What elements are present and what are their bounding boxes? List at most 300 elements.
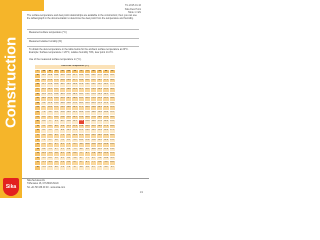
table-cell: 26.2: [90, 74, 96, 79]
table-cell: 5.6: [72, 156, 78, 161]
table-cell: 2.4: [41, 138, 47, 143]
table-cell: 13.5: [84, 129, 90, 134]
table-cell: 15.7: [53, 87, 59, 92]
sidebar-title: Construction: [2, 37, 20, 129]
table-cell: 4.7: [53, 143, 59, 148]
table-cell: 7.4: [53, 129, 59, 134]
table-cell: 18.2: [109, 124, 115, 129]
table-cell: 15.5: [90, 124, 96, 129]
table-cell: 16.8: [47, 74, 53, 79]
table-cell: 3.2: [59, 156, 65, 161]
table-cell: 1.4: [59, 166, 65, 171]
table-cell: 23.3: [97, 92, 103, 97]
table-cell: 7.6: [97, 166, 103, 171]
table-cell: 6.0: [41, 120, 47, 125]
table-cell: 5.4: [66, 152, 72, 157]
column-header: 90: [103, 69, 109, 74]
row-header: 29: [35, 78, 41, 83]
row-header: 23: [35, 106, 41, 111]
table-cell: 13.1: [41, 83, 47, 88]
row-header: 15: [35, 143, 41, 148]
table-cell: 6.8: [47, 124, 53, 129]
logo-text: Sika: [5, 184, 17, 190]
table-cell: 17.3: [103, 124, 109, 129]
row-header: 27: [35, 87, 41, 92]
intro-paragraph: The surface-temperature and dew point relationships are available in the construction; then you can use the tables/graph in the documentation to determine the dew point from the temperature and humidity.: [27, 14, 137, 21]
table-cell: 7.7: [78, 152, 84, 157]
table-cell: 10.5: [47, 106, 53, 111]
table-cell: 20.4: [66, 78, 72, 83]
table-cell: 10.5: [78, 138, 84, 143]
table-cell: 15.4: [84, 120, 90, 125]
table-cell: 6.1: [59, 143, 65, 148]
table-cell: 19.4: [90, 106, 96, 111]
table-cell: 9.4: [103, 161, 109, 166]
table-cell: 11.4: [41, 92, 47, 97]
table-cell: 10.4: [103, 156, 109, 161]
table-cell: 1.0: [53, 161, 59, 166]
table-cell: 24.1: [109, 97, 115, 102]
table-cell: 6.6: [72, 152, 78, 157]
table-cell: 18.3: [103, 120, 109, 125]
section-label: Measured relative humidity (%): [29, 40, 62, 43]
table-cell: 16.4: [90, 120, 96, 125]
table-cell: 4.5: [66, 156, 72, 161]
table-cell: 5.1: [41, 124, 47, 129]
table-cell: 9.6: [78, 143, 84, 148]
row-header: 21: [35, 115, 41, 120]
table-cell: 10.2: [109, 161, 115, 166]
table-cell: 4.8: [78, 166, 84, 171]
table-cell: 10.4: [72, 133, 78, 138]
table-cell: 1.3: [47, 152, 53, 157]
table-cell: 9.2: [109, 166, 115, 171]
table-cell: 23.2: [103, 97, 109, 102]
table-cell: 14.1: [47, 87, 53, 92]
table-cell: 13.9: [53, 97, 59, 102]
table-cell: 7.3: [66, 143, 72, 148]
row-header: 22: [35, 110, 41, 115]
table-cell: 11.2: [109, 156, 115, 161]
table-cell: 13.2: [47, 92, 53, 97]
row-header: 17: [35, 133, 41, 138]
table-cell: 19.1: [78, 97, 84, 102]
table-cell: 9.6: [97, 156, 103, 161]
table-cell: 10.2: [53, 115, 59, 120]
column-header: 50: [53, 69, 59, 74]
instruction-text: Use of the measured surface temperature in (°C).: [29, 58, 82, 61]
table-cell: -2.1: [41, 161, 47, 166]
table-cell: 7.7: [84, 156, 90, 161]
table-cell: 21.3: [103, 106, 109, 111]
table-cell: 5.8: [84, 166, 90, 171]
table-cell: 1.5: [41, 143, 47, 148]
table-cell: 12.0: [66, 120, 72, 125]
sika-logo: [3, 178, 19, 196]
table-cell: 16.4: [97, 124, 103, 129]
table-cell: 13.5: [90, 133, 96, 138]
row-header: 24: [35, 101, 41, 106]
table-cell: 3.2: [47, 143, 53, 148]
table-cell: 15.1: [72, 110, 78, 115]
table-cell: -0.5: [47, 161, 53, 166]
table-cell: 22.7: [72, 74, 78, 79]
table-cell: 18.3: [84, 106, 90, 111]
table-cell: 5.7: [78, 161, 84, 166]
table-cell: 16.3: [78, 110, 84, 115]
table-cell: 9.2: [66, 133, 72, 138]
table-cell: 15.9: [47, 78, 53, 83]
table-cell: 6.4: [66, 147, 72, 152]
table-cell: 7.7: [90, 161, 96, 166]
footer-divider: [22, 178, 149, 179]
table-cell: 2.8: [53, 152, 59, 157]
table-cell: 15.3: [103, 133, 109, 138]
table-cell: 11.5: [78, 133, 84, 138]
meta-line: TG 2015.01.16: [125, 4, 141, 7]
row-header: 19: [35, 124, 41, 129]
table-cell: 22.3: [90, 92, 96, 97]
table-cell: 17.4: [84, 110, 90, 115]
table-cell: 12.5: [84, 133, 90, 138]
table-cell: 23.3: [90, 87, 96, 92]
table-cell: 27.2: [97, 74, 103, 79]
table-cell: 9.6: [84, 147, 90, 152]
table-cell: 19.2: [109, 120, 115, 125]
table-cell: 15.4: [97, 129, 103, 134]
table-cell: 9.6: [90, 152, 96, 157]
table-cell: 4.7: [72, 161, 78, 166]
column-header: 80: [90, 69, 96, 74]
brand-sidebar: [0, 0, 22, 198]
column-header: °C: [35, 69, 41, 74]
table-cell: 17.2: [109, 129, 115, 134]
table-cell: 8.7: [90, 156, 96, 161]
table-cell: 20.3: [103, 110, 109, 115]
meta-line: Table 1 / EN: [127, 11, 141, 15]
table-cell: 20.2: [109, 115, 115, 120]
table-cell: 25.2: [90, 78, 96, 83]
table-cell: 6.9: [41, 115, 47, 120]
column-header: 75: [84, 69, 90, 74]
table-cell: 27.2: [103, 78, 109, 83]
table-cell: 18.4: [53, 74, 59, 79]
table-cell: 1.9: [53, 156, 59, 161]
table-cell: 18.2: [78, 101, 84, 106]
table-cell: 13.4: [78, 124, 84, 129]
table-cell: 4.2: [59, 152, 65, 157]
table-cell: 17.4: [97, 120, 103, 125]
divider: [27, 46, 139, 47]
table-cell: 17.4: [90, 115, 96, 120]
table-cell: 8.2: [66, 138, 72, 143]
table-cell: 10.5: [41, 97, 47, 102]
table-cell: 5.0: [47, 133, 53, 138]
table-cell: 18.4: [90, 110, 96, 115]
table-cell: 7.8: [41, 110, 47, 115]
table-cell: 11.3: [72, 129, 78, 134]
table-cell: 22.3: [103, 101, 109, 106]
table-cell: 0.4: [47, 156, 53, 161]
row-header: 10: [35, 166, 41, 171]
table-cell: 17.0: [72, 101, 78, 106]
section-label: Measured surface temperature (°C): [29, 31, 67, 34]
table-cell: -1.2: [41, 156, 47, 161]
table-cell: 6.7: [78, 156, 84, 161]
table-cell: 12.5: [78, 129, 84, 134]
table-cell: 3.7: [53, 147, 59, 152]
table-cell: 17.6: [66, 92, 72, 97]
table-cell: -0.3: [41, 152, 47, 157]
table-cell: 12.2: [41, 87, 47, 92]
table-cell: 12.1: [53, 106, 59, 111]
table-cell: 8.6: [78, 147, 84, 152]
table-caption: Dew Point Temperature (°C): [35, 65, 116, 70]
table-cell: 13.2: [72, 120, 78, 125]
table-cell: 8.7: [47, 115, 53, 120]
table-cell: 11.4: [47, 101, 53, 106]
table-cell: 18.6: [66, 87, 72, 92]
table-cell: 19.9: [72, 87, 78, 92]
table-cell: 14.0: [41, 78, 47, 83]
table-cell: 11.5: [97, 147, 103, 152]
table-cell: 14.8: [66, 106, 72, 111]
table-cell: 8.8: [59, 129, 65, 134]
table-cell: 7.0: [59, 138, 65, 143]
table-cell: 8.7: [84, 152, 90, 157]
column-header: 95: [109, 69, 115, 74]
table-cell: 26.2: [97, 78, 103, 83]
table-cell: 19.9: [59, 74, 65, 79]
table-cell: 0.0: [53, 166, 59, 171]
table-cell: 10.6: [90, 147, 96, 152]
table-cell: 5.1: [59, 147, 65, 152]
table-cell: 21.3: [90, 97, 96, 102]
table-cell: 9.6: [41, 101, 47, 106]
footer-line: Sika Services AG: [27, 180, 45, 182]
row-header: 14: [35, 147, 41, 152]
table-cell: 22.3: [97, 97, 103, 102]
table-cell: 15.0: [47, 83, 53, 88]
table-cell: 9.8: [59, 124, 65, 129]
table-cell: -2.9: [41, 166, 47, 171]
table-cell: 19.5: [66, 83, 72, 88]
row-header: 26: [35, 92, 41, 97]
table-cell: 20.3: [97, 106, 103, 111]
column-header: 40: [41, 69, 47, 74]
table-cell: 17.2: [59, 87, 65, 92]
table-cell: 13.4: [103, 143, 109, 148]
table-cell: 19.3: [103, 115, 109, 120]
table-cell: 8.7: [41, 106, 47, 111]
table-cell: 4.2: [41, 129, 47, 134]
row-header: 12: [35, 156, 41, 161]
table-cell: 5.9: [47, 129, 53, 134]
table-cell: 16.4: [84, 115, 90, 120]
table-cell: 7.5: [72, 147, 78, 152]
table-cell: 10.7: [59, 120, 65, 125]
table-cell: 24.2: [90, 83, 96, 88]
table-cell: 28.2: [103, 74, 109, 79]
table-cell: 14.8: [53, 92, 59, 97]
table-cell: 12.5: [97, 143, 103, 148]
table-cell: 23.0: [78, 78, 84, 83]
table-cell: 12.6: [90, 138, 96, 143]
table-cell: 12.3: [47, 97, 53, 102]
instruction-text: To obtain the dew temperature in the table below for the ambient surface temperature at 20°C. Example: Surface temperature = 20°C, relative humidity 70%, dew point 14.4°C.: [29, 48, 129, 54]
table-cell: 12.9: [66, 115, 72, 120]
table-cell: 13.9: [66, 110, 72, 115]
table-cell: -1.4: [47, 166, 53, 171]
footer-line: Tel +41 58 436 40 40 · www.sika.com: [27, 186, 66, 189]
table-cell: 15.8: [66, 101, 72, 106]
table-cell: 21.2: [84, 92, 90, 97]
table-cell: 24.2: [103, 92, 109, 97]
table-cell: 15.3: [59, 97, 65, 102]
table-cell: 7.9: [59, 133, 65, 138]
table-cell: 14.2: [109, 143, 115, 148]
table-cell: 13.5: [59, 106, 65, 111]
table-cell: 9.3: [53, 120, 59, 125]
table-cell: 17.5: [53, 78, 59, 83]
table-row: [35, 166, 116, 171]
table-cell: 6.5: [53, 133, 59, 138]
table-cell: 14.9: [41, 74, 47, 79]
footer-address: [27, 180, 127, 190]
row-header: 11: [35, 161, 41, 166]
table-cell: 20.1: [78, 92, 84, 97]
table-cell: 19.4: [97, 110, 103, 115]
column-header: 70: [78, 69, 84, 74]
table-cell: 26.2: [103, 83, 109, 88]
table-cell: 10.5: [97, 152, 103, 157]
table-cell: 3.3: [41, 133, 47, 138]
table-cell: 11.6: [90, 143, 96, 148]
table-cell: 18.4: [97, 115, 103, 120]
row-header: 20: [35, 120, 41, 125]
table-cell: 2.3: [59, 161, 65, 166]
table-cell: 14.4: [59, 101, 65, 106]
row-header: 18: [35, 129, 41, 134]
table-cell: 16.3: [59, 92, 65, 97]
table-cell: 6.7: [90, 166, 96, 171]
table-cell: 9.4: [72, 138, 78, 143]
table-cell: 2.6: [66, 166, 72, 171]
table-cell: 12.4: [103, 147, 109, 152]
table-cell: 18.9: [72, 92, 78, 97]
dew-point-table: [34, 64, 116, 171]
table-cell: 24.1: [84, 78, 90, 83]
table-cell: 3.5: [66, 161, 72, 166]
table-cell: 24.3: [97, 87, 103, 92]
table-cell: 21.3: [97, 101, 103, 106]
table-cell: 14.5: [84, 124, 90, 129]
table-cell: 23.1: [109, 101, 115, 106]
table-cell: 14.5: [90, 129, 96, 134]
table-cell: 22.2: [109, 106, 115, 111]
table-cell: 13.0: [53, 101, 59, 106]
table-cell: 14.4: [103, 138, 109, 143]
table-cell: 14.5: [97, 133, 103, 138]
table-cell: 21.1: [78, 87, 84, 92]
row-header: 13: [35, 152, 41, 157]
table-cell: 3.7: [72, 166, 78, 171]
table-cell: 25.1: [84, 74, 90, 79]
table-cell: 25.2: [97, 83, 103, 88]
table-cell: 8.5: [72, 143, 78, 148]
table-cell: 4.1: [47, 138, 53, 143]
table-cell: 23.9: [78, 74, 84, 79]
table-cell: 19.0: [59, 78, 65, 83]
table-cell: 21.7: [72, 78, 78, 83]
table-cell: 11.1: [53, 110, 59, 115]
table-cell: 23.2: [84, 83, 90, 88]
table-cell: 15.3: [78, 115, 84, 120]
table-cell: 12.6: [59, 110, 65, 115]
table-cell: 16.6: [53, 83, 59, 88]
table-cell: 27.1: [109, 83, 115, 88]
table-cell: 16.2: [109, 133, 115, 138]
table-cell: 20.3: [90, 101, 96, 106]
table-cell: 14.4: [78, 120, 84, 125]
table-cell: 28.1: [109, 78, 115, 83]
table-cell: 10.1: [66, 129, 72, 134]
meta-line: Sika Dew Point: [124, 7, 141, 11]
table-cell: 12.2: [109, 152, 115, 157]
column-header: 55: [59, 69, 65, 74]
table-cell: 0.6: [41, 147, 47, 152]
row-header: 28: [35, 83, 41, 88]
table-cell: 11.6: [59, 115, 65, 120]
table-cell: 26.1: [109, 87, 115, 92]
table-cell: 13.2: [109, 147, 115, 152]
table-cell: 14.2: [72, 115, 78, 120]
table-cell: 29.1: [109, 74, 115, 79]
table-cell: 16.7: [66, 97, 72, 102]
table-cell: 11.1: [66, 124, 72, 129]
column-header: 60: [66, 69, 72, 74]
row-header: 30: [35, 74, 41, 79]
divider: [27, 38, 139, 39]
table-cell: 18.0: [72, 97, 78, 102]
table-cell: 6.7: [84, 161, 90, 166]
table-cell: 20.3: [84, 97, 90, 102]
table-cell: 15.2: [109, 138, 115, 143]
row-header: 16: [35, 138, 41, 143]
table-cell: 17.2: [78, 106, 84, 111]
table-cell: 5.6: [53, 138, 59, 143]
table-cell: 25.2: [103, 87, 109, 92]
table-cell: 9.6: [47, 110, 53, 115]
table-cell: 22.0: [78, 83, 84, 88]
table-cell: 22.2: [84, 87, 90, 92]
column-header: 85: [97, 69, 103, 74]
table-cell: 2.3: [47, 147, 53, 152]
table-cell: 10.6: [84, 143, 90, 148]
table-cell: 8.4: [103, 166, 109, 171]
table-cell: 8.4: [53, 124, 59, 129]
table-cell: 16.3: [103, 129, 109, 134]
table: [34, 64, 116, 171]
table-cell: 19.3: [84, 101, 90, 106]
table-cell: 21.2: [109, 110, 115, 115]
footer-line: Tüffenwies 16, CH-8048 Zürich: [27, 183, 59, 186]
table-cell: 13.5: [97, 138, 103, 143]
table-cell: 21.4: [66, 74, 72, 79]
page-number: 1/1: [139, 192, 143, 194]
table-cell: 8.6: [97, 161, 103, 166]
table-cell: 25.1: [109, 92, 115, 97]
